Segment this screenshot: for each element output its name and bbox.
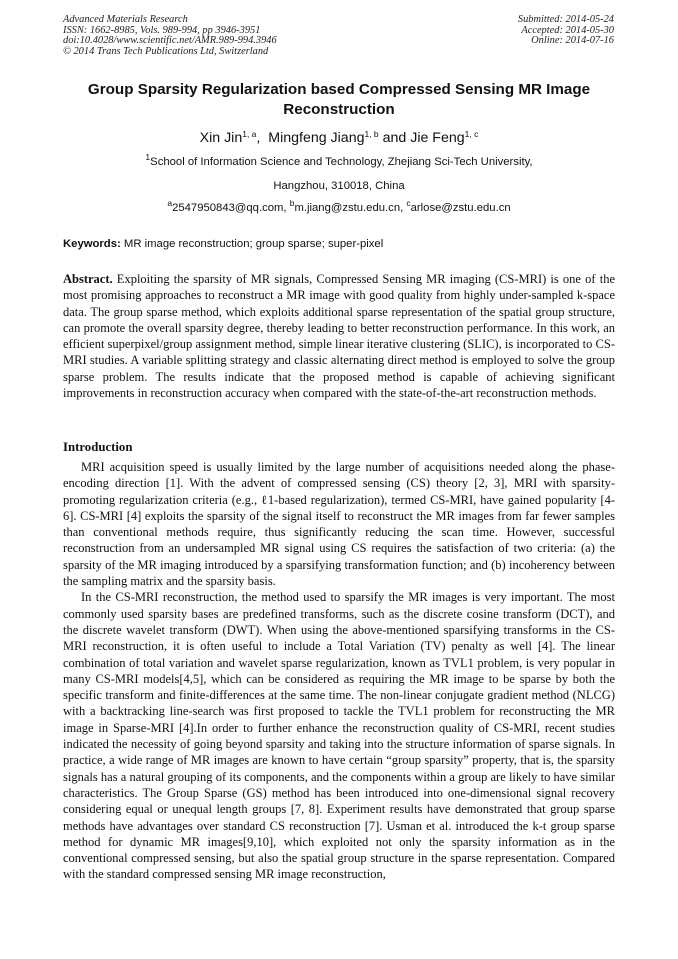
email-sup: b — [289, 198, 295, 208]
keywords-text: MR image reconstruction; group sparse; super-pixel — [120, 238, 384, 250]
email-link[interactable]: m.jiang@zstu.edu.cn, — [294, 202, 407, 214]
email-link[interactable]: arlose@zstu.edu.cn — [410, 202, 511, 214]
author-sup: 1, c — [464, 129, 479, 139]
affiliation-line-2: Hangzhou, 310018, China — [273, 180, 405, 192]
dates-header — [518, 15, 614, 47]
paragraph: In the CS-MRI reconstruction, the method used to sparsify the MR images is very important. The most commonly used sparsity bases are predefined transforms, such as the discrete cosine transform (DCT), and the discrete wavelet transform (DWT). When using the above-mentioned sparsifying transforms in the CS-MRI reconstruction, it is often useful to include a Total Variation (TV) penalty as well [4]. The linear combination of total variation and wavelet sparse regularization, known as TVL1 problem, is very popular in many CS-MRI models[4,5], which can be considered as requiring the MR image to be sparse by both the specific transform and finite-differences at the same time. The non-linear conjugate gradient method (NLCG) with a backtracking line-search was first proposed to tackle the TVL1 problem for reconstructing the MR image in Sparse-MRI [4].In order to further enhance the reconstruction quality of CS-MRI, recent studies indicated the necessity of going beyond sparsity and taking into the structure information of sparse signals. In practice, a wide range of MR images are known to have certain “group sparsity” property, that is, the sparsity signals has a natural grouping of its components, and the components within a group are likely to have similar characteristics. The Group Sparse (GS) method has been introduced into one-dimensional signal recovery considering equal or unequal length groups [7, 8]. Experiment results have demonstrated that group sparse methods have advantages over standard CS reconstruction [7]. Usman et al. introduced the k-t group sparse method for dynamic MR images[9,10], which exploited not only the sparsity information as in the conventional compressed sensing, but also the spatial group structure in the sparse representation. Compared with the standard compressed sensing MR image reconstruction, — [63, 590, 615, 882]
abstract-label: Abstract. — [63, 272, 113, 286]
abstract-text: Exploiting the sparsity of MR signals, Compressed Sensing MR imaging (CS-MRI) is one of the most promising approaches to reconstruct a MR image with good quality from highly under-sampled k-space data. The group sparse method, which exploits additional sparse representation of the spatial group structure, can promote the overall sparsity degree, thereby leading to better reconstruction performance. In this work, an efficient superpixel/group assignment method, simple linear iterative clustering (SLIC), is incorporated to CS-MRI studies. A variable splitting strategy and classic alternating direct method is employed to solve the group sparse problem. The results indicate that the proposed method is capable of achieving significant improvements in reconstruction accuracy when compared with the state-of-the-art reconstruction methods. — [63, 272, 615, 401]
author-name: Mingfeng Jiang — [268, 130, 365, 146]
author-name: Jie Feng — [410, 130, 465, 146]
paper-title: Group Sparsity Regularization based Compressed Sensing MR Image Reconstruction — [87, 81, 591, 118]
date-submitted: Submitted: 2014-05-24 — [517, 14, 614, 25]
author-sup: 1, b — [364, 129, 379, 139]
email-link[interactable]: 2547950843@qq.com, — [172, 202, 290, 214]
email-line — [40, 198, 638, 215]
affiliation-sup: 1 — [145, 152, 151, 162]
affiliation-text: School of Information Science and Technology, Zhejiang Sci-Tech University, — [150, 156, 533, 168]
paragraph: MRI acquisition speed is usually limited by the large number of acquisitions needed along the phase-encoding direction [1]. With the advent of compressed sensing (CS) theory [2, 3], MRI with sparsity-promoting regularization criteria (e.g., ℓ1-based regularization), termed CS-MRI, have gained popularity [4-6]. CS-MRI [4] exploits the sparsity of the signal itself to reconstruct the MR images from far fewer samples than conventional methods require, thus significantly reducing the scan time. However, successful reconstruction from an undersampled MR signal using CS requires the satisfaction of two criteria: (a) the sparsity of the MR imaging introduced by a sparsifying transformation function; and (b) incoherency between the sampling matrix and the sparsity basis. — [63, 460, 615, 589]
date-online: Online: 2014-07-16 — [531, 35, 614, 47]
journal-doi: doi:10.4028/www.scientific.net/AMR.989-994.3946 — [63, 35, 277, 47]
journal-header — [63, 15, 277, 57]
keywords — [63, 237, 383, 251]
email-sup: c — [406, 198, 411, 208]
journal-issn: ISSN: 1662-8985, Vols. 989-994, pp 3946-3951 — [63, 24, 261, 36]
date-accepted: Accepted: 2014-05-30 — [521, 24, 614, 36]
journal-copyright: © 2014 Trans Tech Publications Ltd, Switzerland — [63, 45, 269, 57]
section-heading-introduction: Introduction — [63, 440, 133, 454]
keywords-label: Keywords: — [63, 238, 121, 250]
author-separator: and — [378, 130, 411, 146]
journal-name: Advanced Materials Research — [63, 14, 188, 25]
introduction-body — [63, 459, 615, 883]
abstract — [63, 271, 615, 401]
author-sup: 1, a — [242, 129, 257, 139]
affiliation-line-1 — [40, 152, 638, 169]
author-list — [40, 129, 638, 147]
author-name: Xin Jin — [199, 130, 243, 146]
author-separator: , — [256, 130, 269, 146]
email-sup: a — [167, 198, 173, 208]
